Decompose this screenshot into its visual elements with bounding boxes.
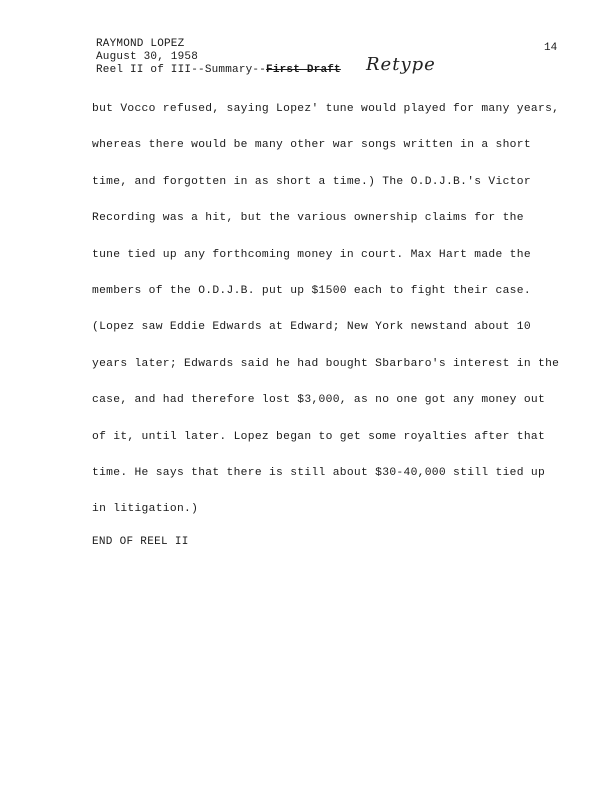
body-line: tune tied up any forthcoming money in court. Max Hart made the — [92, 248, 531, 261]
body-text — [92, 102, 582, 539]
header-date: August 30, 1958 — [96, 51, 199, 63]
end-of-reel-label: END OF REEL II — [92, 536, 189, 548]
body-line: but Vocco refused, saying Lopez' tune would played for many years, — [92, 103, 560, 115]
body-line: time. He says that there is still about $30-40,000 still tied up — [92, 466, 546, 479]
body-line: time, and forgotten in as short a time.) The O.D.J.B.'s Victor — [92, 175, 531, 188]
header-struck-text: First Draft — [266, 64, 341, 76]
header-reel-prefix: Reel II of III--Summary-- — [96, 64, 267, 76]
body-line: Recording was a hit, but the various ownership claims for the — [92, 212, 524, 225]
body-line: members of the O.D.J.B. put up $1500 each to fight their case. — [92, 284, 531, 297]
body-line: years later; Edwards said he had bought Sbarbaro's interest in the — [92, 357, 560, 370]
body-line: (Lopez saw Eddie Edwards at Edward; New York newstand about 10 — [92, 321, 531, 334]
body-line: whereas there would be many other war songs written in a short — [92, 139, 531, 152]
body-line: case, and had therefore lost $3,000, as no one got any money out — [92, 394, 546, 407]
header-name: RAYMOND LOPEZ — [96, 38, 185, 50]
body-line: in litigation.) — [92, 503, 199, 516]
document-header — [96, 38, 341, 77]
handwritten-note: Retype — [366, 54, 436, 75]
body-line: of it, until later. Lopez began to get some royalties after that — [92, 430, 546, 443]
page-number: 14 — [544, 42, 558, 54]
header-reel-line — [96, 64, 341, 77]
